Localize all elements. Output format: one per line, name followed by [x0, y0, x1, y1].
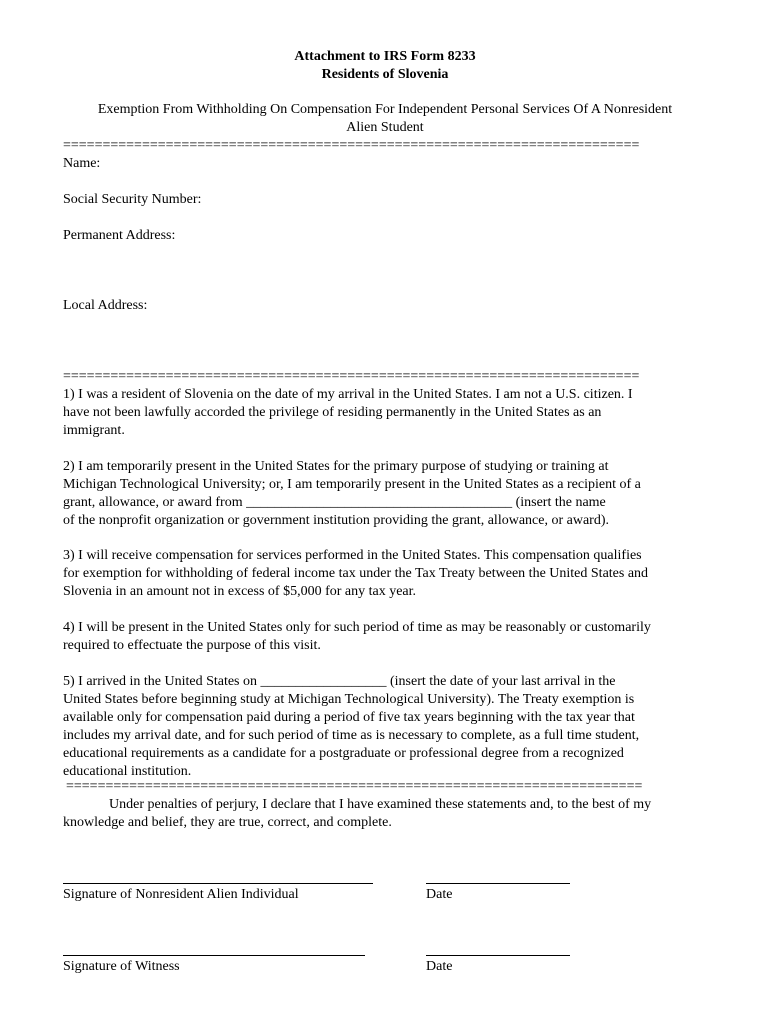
document-title: Attachment to IRS Form 8233 [294, 49, 476, 64]
statement-5-line: educational requirements as a candidate for a postgraduate or professional degree from a recognized [63, 746, 624, 761]
statement-1-line: immigrant. [63, 423, 125, 438]
statement-5-line: includes my arrival date, and for such period of time as is necessary to complete, as a full time student, [63, 728, 640, 743]
statement-3 [63, 547, 723, 601]
statement-5-line: available only for compensation paid during a period of five tax years beginning with the tax year that [63, 710, 635, 725]
ssn-field-label: Social Security Number: [63, 192, 202, 207]
separator-middle: ========================================================================= [63, 369, 640, 384]
statement-2-line: Michigan Technological University; or, I am temporarily present in the United States as a recipient of a [63, 477, 641, 492]
statement-5-line: United States before beginning study at Michigan Technological University). The Treaty exemption is [63, 692, 635, 707]
statement-4-line: 4) I will be present in the United States only for such period of time as may be reasonably or customarily [63, 620, 651, 635]
statement-1-line: 1) I was a resident of Slovenia on the date of my arrival in the United States. I am not a U.S. citizen. I [63, 387, 633, 402]
witness-date-label: Date [426, 959, 453, 974]
separator-bottom: ========================================================================= [66, 779, 643, 794]
statement-5-line: 5) I arrived in the United States on __________________ (insert the date of your last arrival in the [63, 674, 616, 689]
statement-2-line: 2) I am temporarily present in the United States for the primary purpose of studying or training at [63, 459, 609, 474]
declaration-line-1: Under penalties of perjury, I declare that I have examined these statements and, to the best of my [109, 797, 652, 812]
witness-date-line[interactable] [426, 955, 570, 956]
name-field-label: Name: [63, 156, 101, 171]
document-subtitle: Residents of Slovenia [321, 67, 449, 82]
alien-date-line[interactable] [426, 883, 570, 884]
statement-4 [63, 619, 723, 655]
witness-signature-line[interactable] [63, 955, 365, 956]
statement-4-line: required to effectuate the purpose of this visit. [63, 638, 321, 653]
statement-1 [63, 386, 723, 440]
description-line-1: Exemption From Withholding On Compensation For Independent Personal Services Of A Nonresident [97, 102, 673, 117]
permanent-address-label: Permanent Address: [63, 228, 176, 243]
statement-2 [63, 458, 723, 530]
statement-3-line: Slovenia in an amount not in excess of $5,000 for any tax year. [63, 584, 417, 599]
alien-signature-label: Signature of Nonresident Alien Individual [63, 887, 299, 902]
statement-3-line: for exemption for withholding of federal income tax under the Tax Treaty between the United States and [63, 566, 649, 581]
witness-signature-label: Signature of Witness [63, 959, 180, 974]
statement-5 [63, 673, 723, 781]
separator-top: ========================================================================= [63, 138, 640, 153]
statement-2-line: grant, allowance, or award from ______________________________________ (insert the name [63, 495, 606, 510]
statement-1-line: have not been lawfully accorded the privilege of residing permanently in the United States as an [63, 405, 602, 420]
statement-3-line: 3) I will receive compensation for services performed in the United States. This compensation qualifies [63, 548, 642, 563]
alien-signature-line[interactable] [63, 883, 373, 884]
declaration-line-2: knowledge and belief, they are true, correct, and complete. [63, 815, 392, 830]
description-line-2: Alien Student [346, 120, 424, 135]
statement-5-line: educational institution. [63, 764, 192, 779]
local-address-label: Local Address: [63, 298, 148, 313]
alien-date-label: Date [426, 887, 453, 902]
statement-2-line: of the nonprofit organization or government institution providing the grant, allowance, or award). [63, 513, 609, 528]
